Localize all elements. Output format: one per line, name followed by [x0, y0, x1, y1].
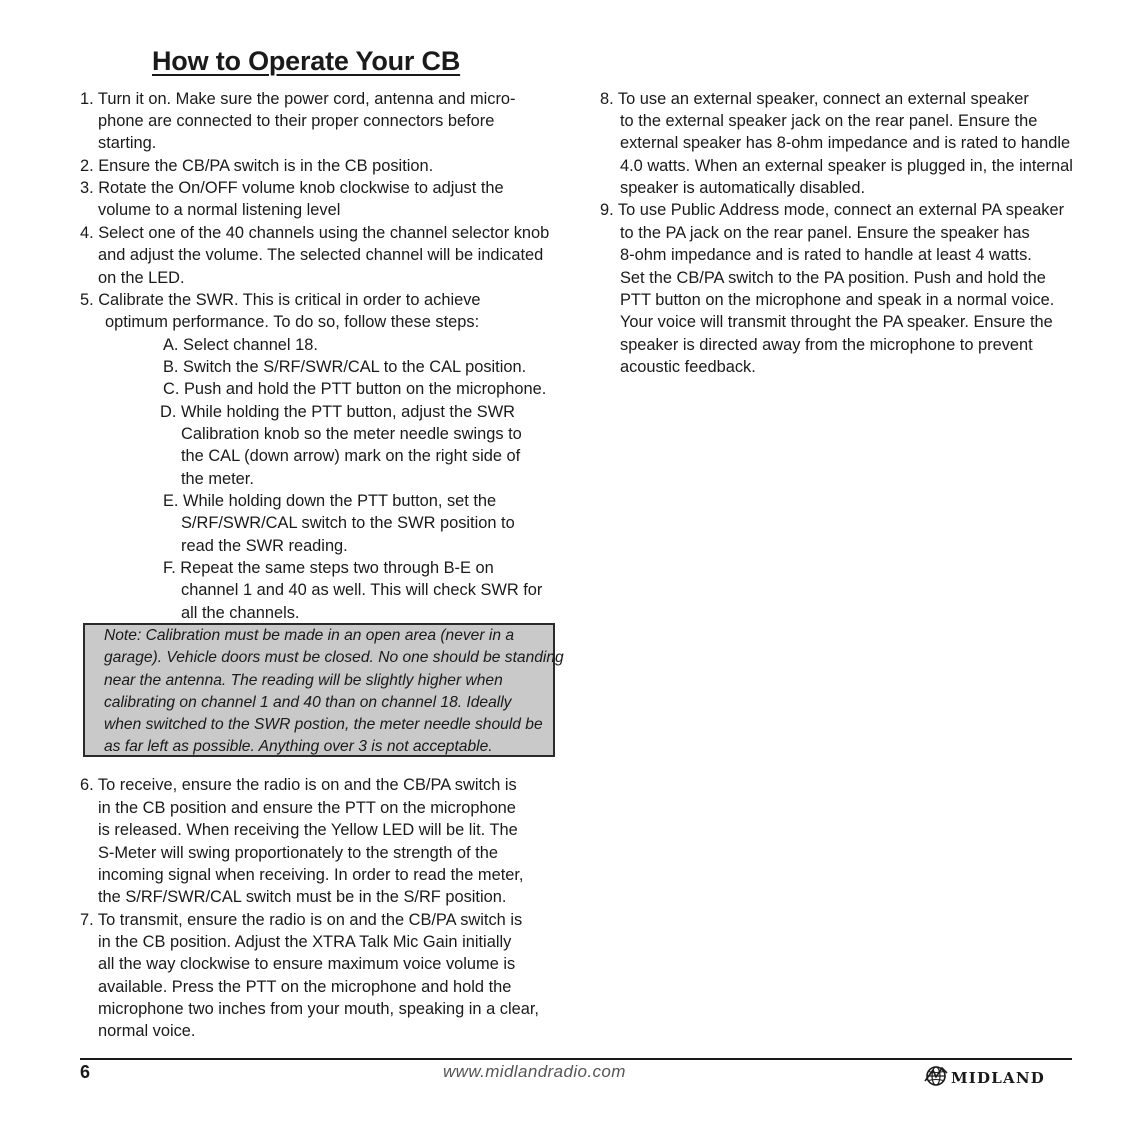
- text-line: to the PA jack on the rear panel. Ensure the speaker has: [620, 224, 1030, 242]
- note-line: calibrating on channel 1 and 40 than on channel 18. Ideally: [104, 694, 512, 711]
- text-line: Calibration knob so the meter needle swings to: [181, 425, 522, 443]
- text-line: 9. To use Public Address mode, connect an external PA speaker: [600, 201, 1065, 219]
- text-line: the meter.: [181, 470, 254, 488]
- midland-logo: [924, 1064, 1045, 1092]
- text-line: all the way clockwise to ensure maximum voice volume is: [98, 955, 516, 973]
- text-line: in the CB position and ensure the PTT on the microphone: [98, 799, 516, 817]
- text-line: to the external speaker jack on the rear panel. Ensure the: [620, 112, 1038, 130]
- text-line: the S/RF/SWR/CAL switch must be in the S/RF position.: [98, 888, 507, 906]
- note-line: near the antenna. The reading will be slightly higher when: [104, 672, 503, 689]
- text-line: is released. When receiving the Yellow LED will be lit. The: [98, 821, 518, 839]
- text-line: in the CB position. Adjust the XTRA Talk Mic Gain initially: [98, 933, 512, 951]
- text-line: microphone two inches from your mouth, speaking in a clear,: [98, 1000, 539, 1018]
- text-line: optimum performance. To do so, follow these steps:: [105, 313, 480, 331]
- note-line: Note: Calibration must be made in an open area (never in a: [104, 627, 515, 644]
- note-line: as far left as possible. Anything over 3 is not acceptable.: [104, 738, 493, 755]
- text-line: 1. Turn it on. Make sure the power cord, antenna and micro-: [80, 90, 516, 108]
- text-line: 8. To use an external speaker, connect an external speaker: [600, 90, 1029, 108]
- text-line: and adjust the volume. The selected channel will be indicated: [98, 246, 544, 264]
- text-line: C. Push and hold the PTT button on the microphone.: [163, 380, 547, 398]
- text-line: D. While holding the PTT button, adjust the SWR: [160, 403, 515, 421]
- text-line: channel 1 and 40 as well. This will check SWR for: [181, 581, 543, 599]
- text-line: 4.0 watts. When an external speaker is plugged in, the internal: [620, 157, 1073, 175]
- text-line: read the SWR reading.: [181, 537, 348, 555]
- page-title: How to Operate Your CB: [152, 46, 461, 76]
- text-line: A. Select channel 18.: [163, 336, 318, 354]
- text-line: 6. To receive, ensure the radio is on and the CB/PA switch is: [80, 776, 517, 794]
- website-url: www.midlandradio.com: [443, 1062, 626, 1081]
- text-line: F. Repeat the same steps two through B-E on: [163, 559, 494, 577]
- text-line: incoming signal when receiving. In order to read the meter,: [98, 866, 524, 884]
- text-line: speaker is automatically disabled.: [620, 179, 866, 197]
- calibration-note-box: [83, 623, 564, 757]
- text-line: PTT button on the microphone and speak in a normal voice.: [620, 291, 1055, 309]
- note-line: garage). Vehicle doors must be closed. No one should be standing: [104, 649, 564, 666]
- text-line: all the channels.: [181, 604, 300, 622]
- text-line: S/RF/SWR/CAL switch to the SWR position to: [181, 514, 515, 532]
- footer-divider: [80, 1058, 1072, 1060]
- text-line: the CAL (down arrow) mark on the right side of: [181, 447, 521, 465]
- text-line: E. While holding down the PTT button, set the: [163, 492, 497, 510]
- note-line: when switched to the SWR postion, the meter needle should be: [104, 716, 543, 733]
- text-line: S-Meter will swing proportionately to the strength of the: [98, 844, 498, 862]
- text-line: speaker is directed away from the microphone to prevent: [620, 336, 1033, 354]
- text-line: available. Press the PTT on the microphone and hold the: [98, 978, 512, 996]
- globe-icon: [924, 1064, 948, 1093]
- text-line: Set the CB/PA switch to the PA position. Push and hold the: [620, 269, 1046, 287]
- text-line: 3. Rotate the On/OFF volume knob clockwise to adjust the: [80, 179, 504, 197]
- text-line: 4. Select one of the 40 channels using the channel selector knob: [80, 224, 550, 242]
- text-line: B. Switch the S/RF/SWR/CAL to the CAL position.: [163, 358, 527, 376]
- text-line: on the LED.: [98, 269, 185, 287]
- text-line: 2. Ensure the CB/PA switch is in the CB position.: [80, 157, 434, 175]
- text-line: volume to a normal listening level: [98, 201, 341, 219]
- text-line: 8-ohm impedance and is rated to handle at least 4 watts.: [620, 246, 1032, 264]
- logo-text: MIDLAND: [951, 1069, 1045, 1087]
- text-line: normal voice.: [98, 1022, 196, 1040]
- text-line: 5. Calibrate the SWR. This is critical in order to achieve: [80, 291, 481, 309]
- text-line: external speaker has 8-ohm impedance and is rated to handle: [620, 134, 1071, 152]
- text-line: acoustic feedback.: [620, 358, 756, 376]
- page-number: 6: [80, 1062, 91, 1082]
- text-line: 7. To transmit, ensure the radio is on and the CB/PA switch is: [80, 911, 523, 929]
- text-line: phone are connected to their proper connectors before: [98, 112, 495, 130]
- text-line: starting.: [98, 134, 157, 152]
- text-line: Your voice will transmit throught the PA speaker. Ensure the: [620, 313, 1053, 331]
